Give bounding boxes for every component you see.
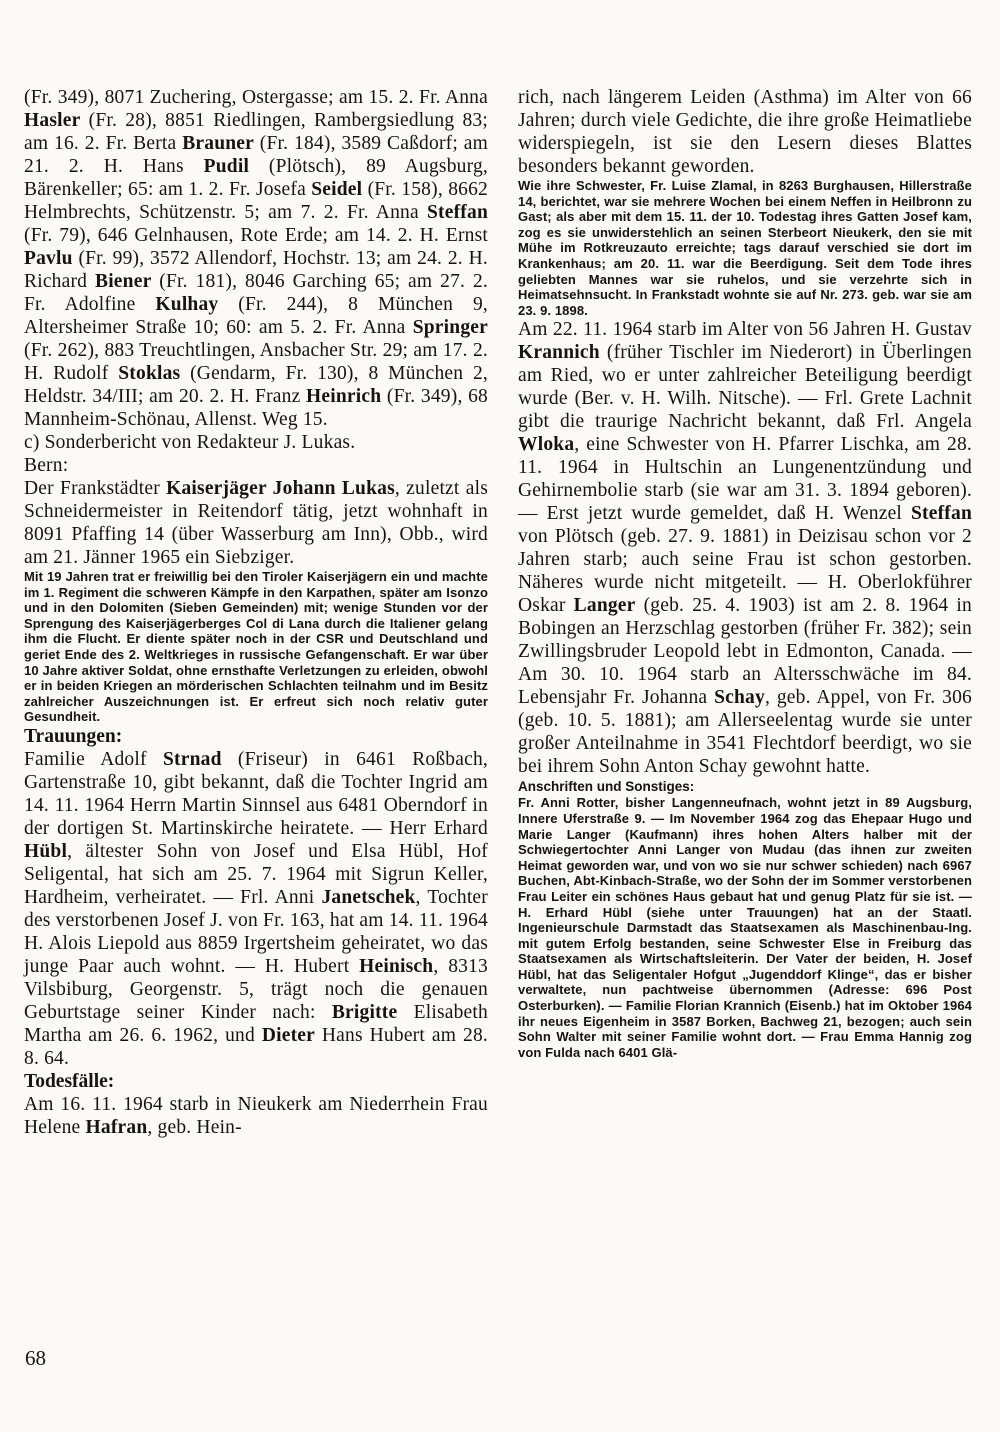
text-run: , bisher Langenneufnach, wohnt jetzt in 89 Augsburg, Innere Uferstraße 9. — Im November 1964 zog das Ehepaar Hugo und Marie [518,795,973,842]
text-run: Mit 19 Jahren trat er freiwillig bei den Tiroler Kaiserjägern ein und machte im 1. Regiment die schweren Kämpfe in den Karpathen, später am Isonzo und in den Dolomiten (Sieben Gemeinden) mit; wenige Stunden vor der Sprengung des Kaiserjägerberges Col di Lana durch die Italiener gelang ihm die Flucht. Er diente später noch in der CSR und Deutschland und geriet Ende des 2. Weltkrieges in russische Gefangenschaft. Er war über 10 Jahre aktiver Soldat, ohne ernsthafte Verletzungen zu erleiden, obwohl er in beiden Kriegen an mörderischen Schlachten teilnahm und im Besitz zahlreicher Auszeichnungen ist. Er erfreut sich noch relativ guter Gesundheit. [24,569,488,725]
para-lukas-biography [24,569,488,725]
heading-trauungen [24,725,488,748]
para-anschriften [518,795,972,1060]
bold-name-run: Stoklas [118,363,181,384]
text-run: Der Frankstädter [24,478,167,499]
bold-name-run: Pudil [203,156,250,177]
two-column-text-area [24,86,974,1139]
text-run: Anschriften und Sonstiges: [518,779,695,795]
text-run: (Fr. 158), 8662 Helmbrechts, Schützenstr. 5; am 7. 2. Fr. Anna [24,179,488,223]
bold-name-run: Krannich [723,998,781,1014]
bold-name-run: Steffan [427,202,488,223]
text-run: Familie Adolf [24,748,163,770]
bold-name-run: Springer [412,317,488,338]
text-run: (früher Tischler im Niederort) in Überlingen am Ried, wo er unter zahlreicher Beteiligung beerdigt wurde (Ber. v. H. Wilh. Nitsche). — Frl. Grete Lachnit gibt die traurige Nachricht bekannt, daß Frl. Angela [518,342,972,433]
para-lukas-seventieth [24,477,488,569]
text-run: (Fr. 262), 883 Treuchtlingen, Ansbacher Str. 29; am 17. 2. H. Rudolf [24,340,488,384]
text-run: (Eisenb.) hat im Oktober 1964 ihr neues Eigenheim in 3587 Borken, Bachweg 21, bezogen; auch sein Sohn Walter mit seiner Familie wohnt dort. — Frau Emma [518,998,972,1045]
bold-name-run: Biener [94,271,152,292]
text-run: Trauungen: [24,725,123,747]
bold-name-run: Pavlu [24,248,73,269]
text-run: (Fr. 79), 646 Gelnhausen, Rote Erde; am 14. 2. H. Ernst [24,225,488,246]
para-hafran-continued [518,86,972,178]
text-run: , eine Schwester von H. Pfarrer Lischka, am 28. 11. 1964 in Hultschin an Lungenentzündung und Gehirnembolie starb (sie war am 31. 3. 1894 geboren). — Erst jetzt wurde gemeldet, daß H. Wenzel [518,434,972,525]
bold-name-run: Janetschek [321,886,416,908]
bold-name-run: Hafran [85,1116,148,1138]
text-run: (Fr. 181), 8046 Garching 65; am 27. 2. Fr. Adolfine [24,271,488,315]
bold-name-run: Brauner [182,133,254,154]
text-run: Am 22. 11. 1964 starb im Alter von 56 Jahren H. Gustav [518,319,972,341]
bold-name-run: Heinrich [306,386,382,407]
text-run: Fr. Anni [518,795,577,811]
text-run: (Fr. 28), 8851 Riedlingen, Rambergsiedlung 83; am 16. 2. Fr. Berta [24,110,488,154]
text-run: , zuletzt als Schneidermeister in Reitendorf tätig, jetzt wohnhaft in 8091 Pfaffing 14 (über Wasserburg am Inn), Obb., wird am 21. Jänner 1965 ein Siebziger. [24,478,488,568]
text-run: Bern: [24,455,69,476]
para-todesfaelle-more [518,318,972,778]
text-run: (Gendarm, Fr. 130), 8 München 2, Heldstr. 34/III; am 20. 2. H. Franz [24,363,488,407]
bold-name-run: Rotter [576,795,615,811]
text-run: Wie ihre Schwester, Fr. Luise Zlamal, in 8263 Burghausen, Hillerstraße 14, berichtet, war sie mehrere Wochen bei einem Neffen in Heilbronn zu Gast; als aber mit dem 15. 11. der 10. Todestag ihres Gatten Josef kam, zog es sie unwiderstehlich an seinen Sterbeort Nieukerk, den sie mit Mühe im Rotkreuzauto erreichte; tags darauf verschied sie dort im Krankenhaus; am 20. 11. war die Beerdigung. Seit dem Tode ihres geliebten Mannes war sie ruhelos, und sie verzehrte sich in Heimatsehnsucht. In Frankstadt wohnte sie auf Nr. 273. geb. war sie am 23. 9. 1898. [518,178,972,318]
bold-name-run: Dieter [261,1024,315,1046]
heading-anschriften [518,778,972,795]
bold-name-run: Schay [714,687,765,709]
text-run: Hans Hubert am 28. 8. 64. [24,1024,488,1069]
bold-name-run: Seidel [311,179,363,200]
para-birthday-list-continued [24,86,488,431]
bold-name-run: Langer [566,826,611,842]
text-run: (Fr. 184), 3589 Caßdorf; am 21. 2. H. Hans [24,133,488,177]
text-run: c) Sonderbericht von Redakteur J. Lukas. [24,432,356,453]
bold-name-run: Steffan [911,503,972,525]
text-run: , Tochter des verstorbenen Josef J. von Fr. 163, hat am 14. 11. 1964 H. Alois Liepold aus 8859 Irgertsheim geheiratet, wo das junge Paar auch wohnt. — H. Hubert [24,886,488,977]
text-run: (Fr. 99), 3572 Allendorf, Hochstr. 13; am 24. 2. H. Richard [24,248,488,292]
para-sonderbericht-label [24,431,488,454]
bold-name-run: Krannich [518,342,600,364]
text-run: zog von Fulda nach 6401 Glä- [518,1029,972,1060]
text-run: (Kaufmann) ihres hohen Alters halber mit der Schwiegertochter Anni Langer von Mudau (das ihnen zur zweiten Heimat geworden war, und von wo sie nur schwer schieden) nach 6967 Buchen, Abt-Kinbach-Straße, wo der Sohn der im Sommer verstorbenen Frau Leiter ein schönes Haus gebaut hat und genug Platz für sie ist. — H. Erhard [518,826,972,920]
text-run: , 8313 Vilsbiburg, Georgenstr. 5, trägt noch die genauen Geburtstage seiner Kinder nach: [24,955,489,1023]
bold-name-run: Kulhay [155,294,219,315]
text-run: , geb. Appel, von Fr. 306 (geb. 10. 5. 1881); am Allerseelentag wurde sie unter großer Anteilnahme in 3541 Flechtdorf beerdigt, wo sie bei ihrem Sohn Anton Schay gewohnt hatte. [518,687,972,778]
text-run: Todesfälle: [24,1070,115,1092]
text-run: (geb. 25. 4. 1903) ist am 2. 8. 1964 in Bobingen an Herzschlag gestorben (früher Fr. 382); sein Zwillingsbruder Leopold lebt in Edmonton, Canada. — Am 30. 10. 1964 starb an Altersschwäche im 84. Lebensjahr Fr. Johanna [518,595,972,709]
text-run: , ältester Sohn von Josef und Elsa Hübl, Hof Seligental, hat sich am 25. 7. 1964 mit Sigrun Keller, Hardheim, verheiratet. — Frl. Anni [24,840,488,908]
bold-name-run: Hübl [602,904,633,920]
para-bern [24,454,488,477]
right-column [518,86,972,1060]
text-run: , geb. Hein- [147,1116,242,1138]
para-trauungen [24,748,488,1070]
text-run: (Friseur) in 6461 Roßbach, Gartenstraße 10, gibt bekannt, daß die Tochter Ingrid am 14. 11. 1964 Herrn Martin Sinnsel aus 6481 Oberndorf in der dortigen St. Martinskirche heiratete. — Herr Erhard [24,748,488,839]
left-column [24,86,488,1139]
text-run: (siehe unter Trauungen) hat an der Staatl. Ingenieurschule Darmstadt das Staatsexamen als Maschinenbau-Ing. mit gutem Erfolg bestanden, seine Schwester Else in Freiburg das Staatsexamen als Wirtschaftsleiterin. Der Vater der beiden, H. Josef Hübl, hat das Seligentaler Hofgut „Jugenddorf Klinge“, das er bisher verwaltete, nun pachtweise übernommen (Adresse: 696 Post Osterburken). — Familie Florian [518,904,972,1014]
text-run: Am 16. 11. 1964 starb in Nieukerk am Niederrhein Frau Helene [24,1093,488,1138]
text-run: rich, nach längerem Leiden (Asthma) im Alter von 66 Jahren; durch viele Gedichte, die ihre große Heimatliebe widerspiegeln, ist sie den Lesern dieses Blattes besonders bekannt geworden. [518,87,972,177]
bold-name-run: Heinisch [359,955,434,977]
bold-name-run: Langer [573,595,636,617]
text-run: Elisabeth Martha am 26. 6. 1962, und [24,1001,488,1046]
heading-todesfaelle [24,1070,488,1093]
bold-name-run: Hannig [899,1029,944,1045]
text-run: (Fr. 349), 68 Mannheim-Schönau, Allenst. Weg 15. [24,386,488,430]
page-number: 68 [25,1346,46,1370]
text-run: (Fr. 349), 8071 Zuchering, Ostergasse; am 15. 2. Fr. Anna [24,87,488,108]
bold-name-run: Brigitte [331,1001,398,1023]
text-run: (Plötsch), 89 Augsburg, Bärenkeller; 65: am 1. 2. Fr. Josefa [24,156,488,200]
bold-name-run: Wloka [518,434,575,456]
para-todesfaelle-hafran [24,1093,488,1139]
bold-name-run: Hasler [24,110,81,131]
text-run: (Fr. 244), 8 München 9, Altersheimer Straße 10; 60: am 5. 2. Fr. Anna [24,294,489,338]
bold-name-run: Hübl [24,840,68,862]
text-run: von Plötsch (geb. 27. 9. 1881) in Deizisau schon vor 2 Jahren starb; auch seine Frau ist schon gestorben. Näheres wurde nicht mitgeteilt. — H. Oberlokführer Oskar [518,526,972,617]
para-zlamal-report [518,178,972,318]
bold-name-run: Kaiserjäger Johann Lukas [166,478,395,499]
bold-name-run: Strnad [162,748,222,770]
